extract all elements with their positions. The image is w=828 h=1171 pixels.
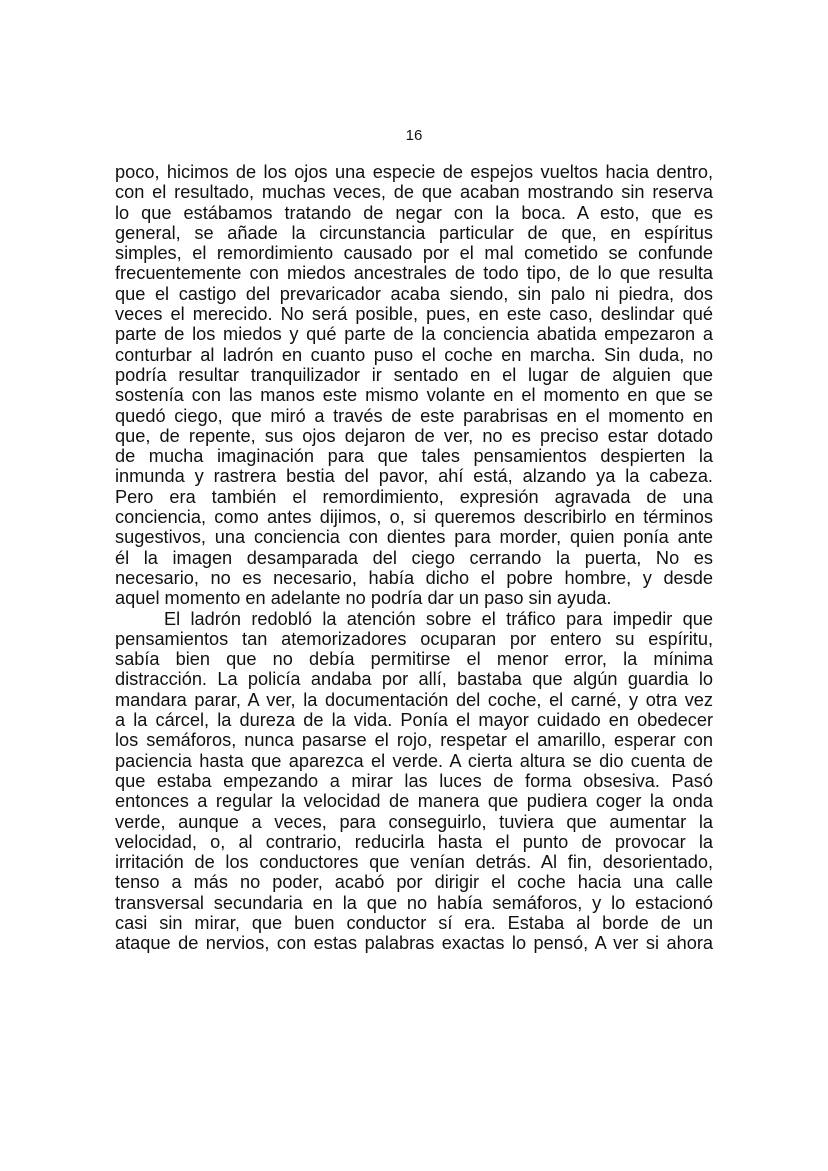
text-line: Pero era también el remordimiento, expresión agravada de una <box>115 486 713 507</box>
text-line: distracción. La policía andaba por allí, bastaba que algún guardia lo <box>115 669 713 690</box>
text-line: necesario, no es necesario, había dicho el pobre hombre, y desde <box>115 567 713 588</box>
page-number: 16 <box>405 127 423 144</box>
paragraph <box>115 609 713 954</box>
text-line: irritación de los conductores que venían detrás. Al fin, desorientado, <box>115 852 713 873</box>
text-line: de mucha imaginación para que tales pensamientos despierten la <box>115 446 713 467</box>
text-line: verde, aunque a veces, para conseguirlo, tuviera que aumentar la <box>115 811 713 832</box>
text-line: sostenía con las manos este mismo volante en el momento en que se <box>115 385 713 406</box>
text-line: frecuentemente con miedos ancestrales de todo tipo, de lo que resulta <box>115 263 713 284</box>
text-line: pensamientos tan atemorizadores ocuparan por entero su espíritu, <box>115 628 713 649</box>
text-line: El ladrón redobló la atención sobre el tráfico para impedir que <box>164 608 713 629</box>
text-line: transversal secundaria en la que no había semáforos, y lo estacionó <box>115 892 713 913</box>
text-line: con el resultado, muchas veces, de que acaban mostrando sin reserva <box>115 182 713 203</box>
text-line: a la cárcel, la dureza de la vida. Ponía el mayor cuidado en obedecer <box>115 710 713 731</box>
text-line: casi sin mirar, que buen conductor sí era. Estaba al borde de un <box>115 912 713 933</box>
text-line: general, se añade la circunstancia particular de que, en espíritus <box>115 222 713 243</box>
text-line: que, de repente, sus ojos dejaron de ver, no es preciso estar dotado <box>115 425 713 446</box>
text-line: inmunda y rastrera bestia del pavor, ahí está, alzando ya la cabeza. <box>115 466 713 487</box>
paragraph <box>115 162 713 609</box>
text-line: aquel momento en adelante no podría dar un paso sin ayuda. <box>115 588 612 609</box>
text-line: tenso a más no poder, acabó por dirigir el coche hacia una calle <box>115 872 713 893</box>
text-line: podría resultar tranquilizador ir sentado en el lugar de alguien que <box>115 364 713 385</box>
text-line: veces el merecido. No será posible, pues, en este caso, deslindar qué <box>115 304 713 325</box>
text-line: sabía bien que no debía permitirse el menor error, la mínima <box>115 649 713 670</box>
text-line: sugestivos, una conciencia con dientes para morder, quien ponía ante <box>115 527 713 548</box>
text-line: paciencia hasta que aparezca el verde. A cierta altura se dio cuenta de <box>115 750 713 771</box>
text-line: ataque de nervios, con estas palabras exactas lo pensó, A ver si ahora <box>115 933 713 954</box>
text-line: conciencia, como antes dijimos, o, si queremos describirlo en términos <box>115 507 713 528</box>
text-line: simples, el remordimiento causado por el mal cometido se confunde <box>115 243 713 264</box>
text-line: que estaba empezando a mirar las luces de forma obsesiva. Pasó <box>115 770 713 791</box>
text-line: mandara parar, A ver, la documentación del coche, el carné, y otra vez <box>115 689 713 710</box>
text-line: velocidad, o, al contrario, reducirla hasta el punto de provocar la <box>115 831 713 852</box>
text-line: conturbar al ladrón en cuanto puso el coche en marcha. Sin duda, no <box>115 344 713 365</box>
text-line: él la imagen desamparada del ciego cerrando la puerta, No es <box>115 547 713 568</box>
text-line: los semáforos, nunca pasarse el rojo, respetar el amarillo, esperar con <box>115 730 713 751</box>
text-line: parte de los miedos y qué parte de la conciencia abatida empezaron a <box>115 324 713 345</box>
text-line: poco, hicimos de los ojos una especie de espejos vueltos hacia dentro, <box>115 162 713 182</box>
text-line: entonces a regular la velocidad de manera que pudiera coger la onda <box>115 791 713 812</box>
text-line: quedó ciego, que miró a través de este parabrisas en el momento en <box>115 405 713 426</box>
text-line: que el castigo del prevaricador acaba siendo, sin palo ni piedra, dos <box>115 283 713 304</box>
text-line: lo que estábamos tratando de negar con la boca. A esto, que es <box>115 202 713 223</box>
body-text <box>115 162 713 954</box>
